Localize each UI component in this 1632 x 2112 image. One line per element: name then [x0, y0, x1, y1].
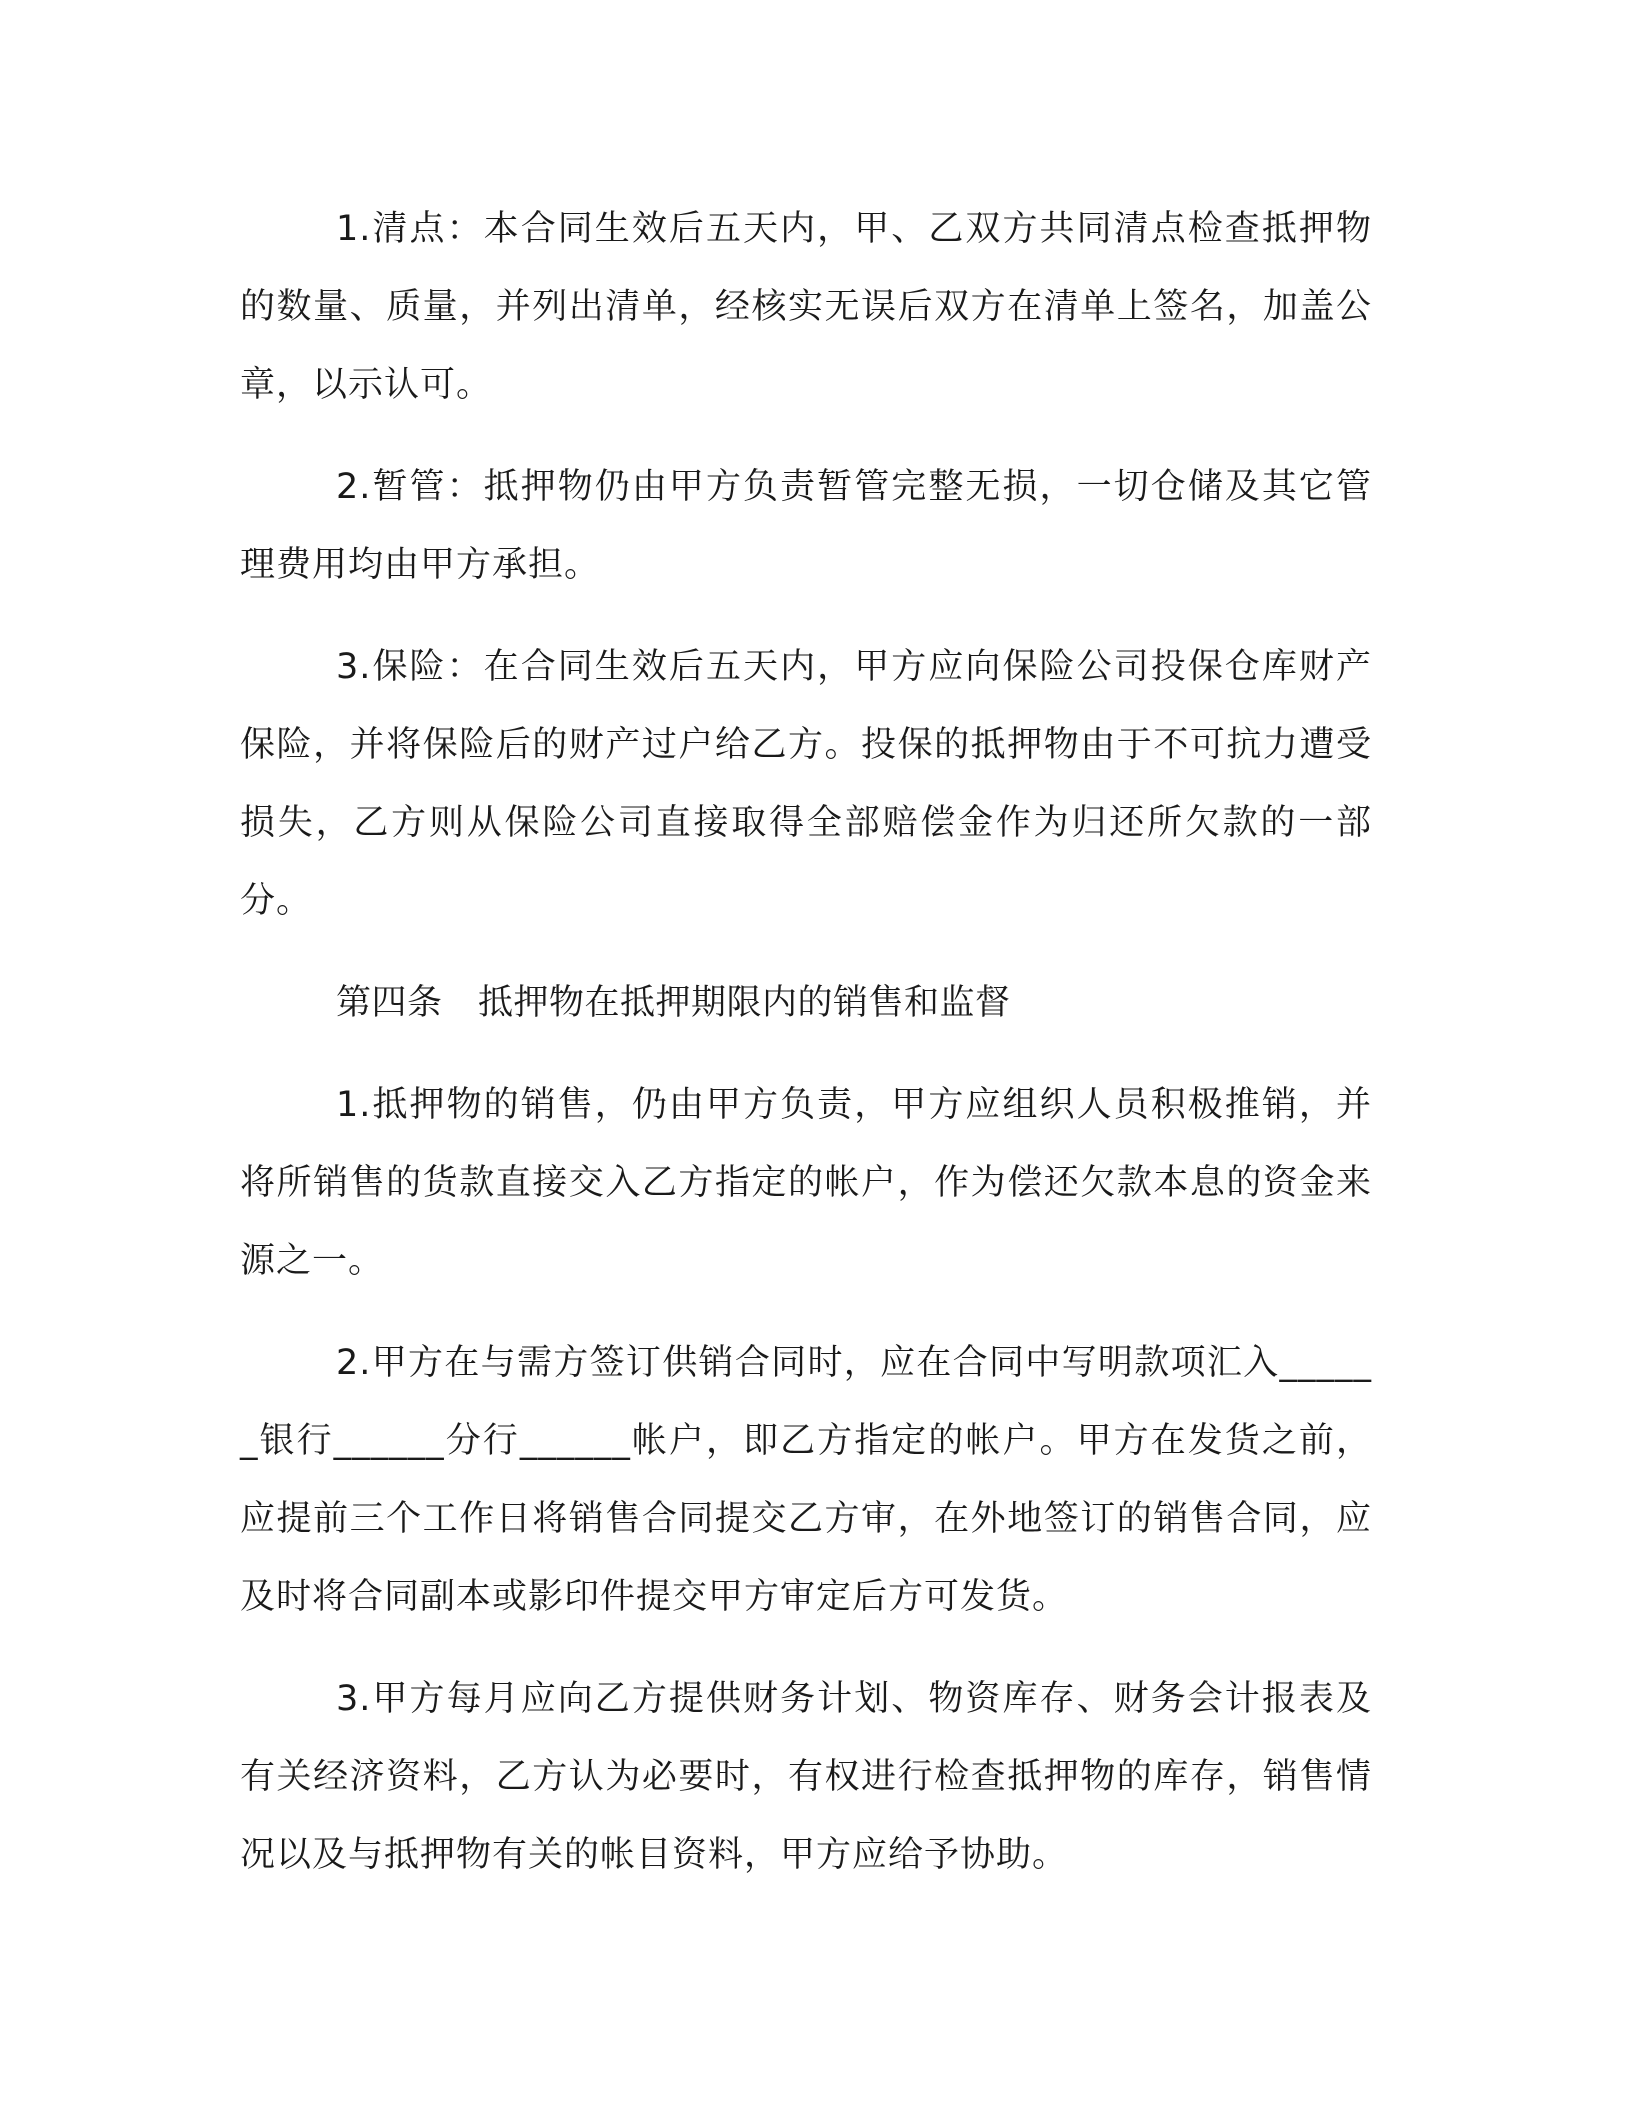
clause-temporary-custody: 2.暂管：抵押物仍由甲方负责暂管完整无损，一切仓储及其它管理费用均由甲方承担。 [240, 467, 1372, 585]
clause-sales-contract: 2.甲方在与需方签订供销合同时，应在合同中写明款项汇入______银行______分行______帐户，即乙方指定的帐户。甲方在发货之前，应提前三个工作日将销售合同提交乙方审，在外地签订的销售合同，应及时将合同副本或影印件提交甲方审定后方可发货。 [240, 1343, 1372, 1617]
article-four-heading: 第四条 抵押物在抵押期限内的销售和监督 [336, 983, 1011, 1023]
clause-financial-reports: 3.甲方每月应向乙方提供财务计划、物资库存、财务会计报表及有关经济资料，乙方认为必要时，有权进行检查抵押物的库存，销售情况以及与抵押物有关的帐目资料，甲方应给予协助。 [240, 1679, 1372, 1875]
clause-sales: 1.抵押物的销售，仍由甲方负责，甲方应组织人员积极推销，并将所销售的货款直接交入乙方指定的帐户，作为偿还欠款本息的资金来源之一。 [240, 1085, 1372, 1281]
document-page [240, 190, 1372, 1918]
clause-insurance: 3.保险：在合同生效后五天内，甲方应向保险公司投保仓库财产保险，并将保险后的财产过户给乙方。投保的抵押物由于不可抗力遭受损失，乙方则从保险公司直接取得全部赔偿金作为归还所欠款的一部分。 [240, 647, 1372, 921]
clause-inventory-check: 1.清点：本合同生效后五天内，甲、乙双方共同清点检查抵押物的数量、质量，并列出清单，经核实无误后双方在清单上签名，加盖公章，以示认可。 [240, 209, 1372, 405]
